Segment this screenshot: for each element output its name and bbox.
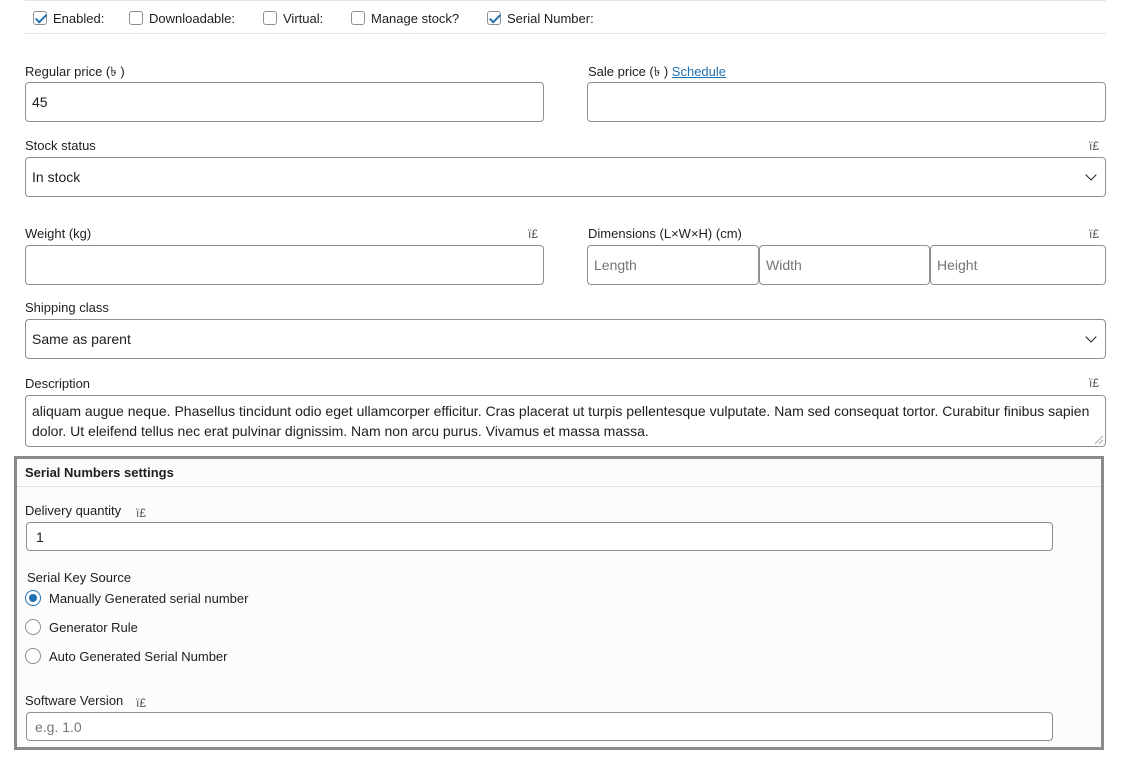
- source-auto-option[interactable]: [25, 648, 227, 664]
- weight-help-icon[interactable]: ï£: [528, 227, 539, 241]
- description-label: Description: [25, 376, 91, 391]
- enabled-label: Enabled:: [53, 10, 105, 26]
- description-help-icon[interactable]: ï£: [1089, 376, 1100, 390]
- source-generator-radio[interactable]: [25, 619, 41, 635]
- regular-price-value: 45: [32, 94, 48, 110]
- shipping-class-select[interactable]: [25, 319, 1106, 359]
- schedule-link[interactable]: Schedule: [671, 64, 727, 79]
- chevron-down-icon: [1085, 169, 1096, 180]
- manage-stock-label: Manage stock?: [371, 10, 460, 26]
- manage-stock-option[interactable]: [351, 9, 459, 27]
- height-input[interactable]: [930, 245, 1106, 285]
- resize-handle-icon[interactable]: [1095, 436, 1103, 444]
- sale-price-input[interactable]: [587, 82, 1106, 122]
- length-placeholder: Length: [594, 257, 637, 273]
- regular-price-input[interactable]: [25, 82, 544, 122]
- serial-settings-title: Serial Numbers settings: [25, 465, 174, 480]
- source-manual-radio[interactable]: [25, 590, 41, 606]
- weight-input[interactable]: [25, 245, 544, 285]
- downloadable-option[interactable]: [129, 9, 235, 27]
- software-version-input[interactable]: [26, 712, 1053, 741]
- stock-status-select[interactable]: [25, 157, 1106, 197]
- serial-key-source-label: Serial Key Source: [27, 570, 132, 585]
- downloadable-checkbox[interactable]: [129, 11, 143, 25]
- enabled-checkbox[interactable]: [33, 11, 47, 25]
- length-input[interactable]: [587, 245, 759, 285]
- shipping-class-value: Same as parent: [32, 331, 131, 347]
- enabled-option[interactable]: [33, 9, 104, 27]
- delivery-quantity-value: 1: [36, 528, 44, 545]
- regular-price-label: Regular price (৳ ): [25, 64, 125, 79]
- software-version-help-icon[interactable]: ï£: [136, 696, 147, 710]
- source-generator-option[interactable]: [25, 619, 138, 635]
- delivery-quantity-label: Delivery quantity: [25, 503, 122, 518]
- serial-number-option[interactable]: [487, 9, 594, 27]
- virtual-label: Virtual:: [283, 10, 324, 26]
- stock-status-help-icon[interactable]: ï£: [1089, 139, 1100, 153]
- virtual-checkbox[interactable]: [263, 11, 277, 25]
- shipping-class-label: Shipping class: [25, 300, 109, 315]
- options-divider: [25, 33, 1106, 34]
- top-divider: [25, 0, 1106, 3]
- serial-settings-divider: [17, 486, 1101, 487]
- description-textarea[interactable]: [25, 395, 1106, 447]
- description-text: aliquam augue neque. Phasellus tincidunt odio eget ullamcorper efficitur. Cras placerat ut turpis pellentesque vulputate. Nam sed consequat tortor. Curabitur finibus sapien dolor. Ut eleifend tellus nec erat pulvinar dignissim. Nam non arcu purus. Vivamus et massa massa.: [32, 403, 1090, 439]
- weight-label: Weight (kg): [25, 226, 92, 241]
- source-manual-label: Manually Generated serial number: [49, 590, 249, 606]
- stock-status-value: In stock: [32, 169, 81, 185]
- serial-number-label: Serial Number:: [507, 10, 594, 26]
- downloadable-label: Downloadable:: [149, 10, 236, 26]
- delivery-quantity-input[interactable]: [26, 522, 1053, 551]
- sale-price-label-row: [588, 63, 726, 84]
- software-version-label: Software Version: [25, 693, 124, 708]
- source-auto-label: Auto Generated Serial Number: [49, 648, 228, 664]
- source-generator-label: Generator Rule: [49, 619, 138, 635]
- virtual-option[interactable]: [263, 9, 323, 27]
- source-auto-radio[interactable]: [25, 648, 41, 664]
- width-input[interactable]: [759, 245, 930, 285]
- sale-price-label: Sale price (৳ ): [588, 64, 669, 79]
- dimensions-label: Dimensions (L×W×H) (cm): [588, 226, 742, 241]
- dimensions-help-icon[interactable]: ï£: [1089, 227, 1100, 241]
- width-placeholder: Width: [766, 257, 802, 273]
- chevron-down-icon: [1085, 331, 1096, 342]
- serial-number-checkbox[interactable]: [487, 11, 501, 25]
- stock-status-label: Stock status: [25, 138, 96, 153]
- delivery-quantity-help-icon[interactable]: ï£: [136, 506, 147, 520]
- serial-settings-panel: [14, 456, 1104, 750]
- height-placeholder: Height: [937, 257, 978, 273]
- manage-stock-checkbox[interactable]: [351, 11, 365, 25]
- software-version-placeholder: e.g. 1.0: [35, 718, 82, 735]
- source-manual-option[interactable]: [25, 590, 248, 606]
